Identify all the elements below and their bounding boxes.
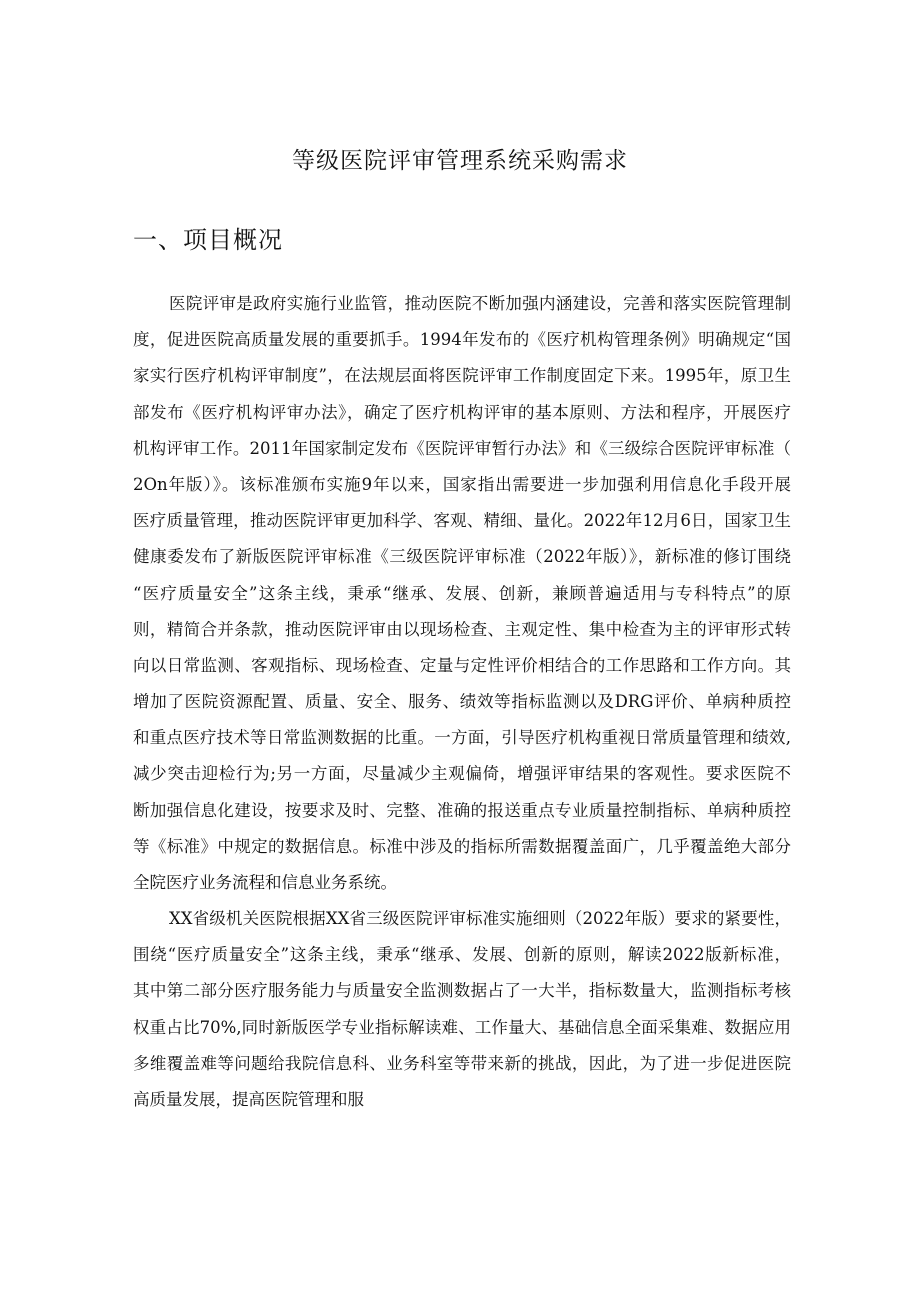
paragraph-line: 等《标准》中规定的数据信息。标准中涉及的指标所需数据覆盖面广，几乎覆盖绝大部分 [133, 836, 791, 856]
section-heading: 一、项目概况 [133, 226, 283, 254]
paragraph-line: 其中第二部分医疗服务能力与质量安全监测数据占了一大半，指标数量大，监测指标考核 [133, 981, 791, 1001]
paragraph-line: 高质量发展，提高医院管理和服 [133, 1089, 364, 1109]
paragraph-line: 增加了医院资源配置、质量、安全、服务、绩效等指标监测以及DRG评价、单病种质控 [133, 692, 791, 712]
paragraph-line: 度，促进医院高质量发展的重要抓手。1994年发布的《医疗机构管理条例》明确规定“国 [133, 330, 791, 350]
paragraph-line: 断加强信息化建设，按要求及时、完整、准确的报送重点专业质量控制指标、单病种质控 [133, 800, 791, 820]
paragraph-line: 则，精简合并条款，推动医院评审由以现场检查、主观定性、集中检查为主的评审形式转 [133, 619, 791, 639]
paragraph-line: 机构评审工作。2011年国家制定发布《医院评审暂行办法》和《三级综合医院评审标准（ [133, 438, 791, 458]
paragraph-line: 向以日常监测、客观指标、现场检查、定量与定性评价相结合的工作思路和工作方向。其 [133, 655, 791, 675]
paragraph-line: 2On年版）》。该标准颁布实施9年以来，国家指出需要进一步加强利用信息化手段开展 [133, 474, 791, 494]
paragraph-1 [133, 286, 791, 901]
paragraph-line: 全院医疗业务流程和信息业务系统。 [133, 873, 397, 892]
paragraph-line: 家实行医疗机构评审制度”，在法规层面将医院评审工作制度固定下来。1995年，原卫生 [133, 366, 791, 386]
paragraph-2 [133, 901, 791, 1118]
paragraph-line: 部发布《医疗机构评审办法》，确定了医疗机构评审的基本原则、方法和程序，开展医疗 [133, 402, 791, 422]
document-title: 等级医院评审管理系统采购需求 [292, 148, 628, 174]
paragraph-line: “医疗质量安全”这条主线，秉承“继承、发展、创新，兼顾普遍适用与专科特点”的原 [133, 583, 791, 603]
paragraph-line: 健康委发布了新版医院评审标准《三级医院评审标准（2022年版）》，新标准的修订围绕 [133, 547, 791, 567]
paragraph-line: 和重点医疗技术等日常监测数据的比重。一方面，引导医疗机构重视日常质量管理和绩效, [133, 728, 791, 748]
paragraph-line: 医院评审是政府实施行业监管，推动医院不断加强内涵建设，完善和落实医院管理制 [169, 294, 791, 313]
paragraph-line: 减少突击迎检行为;另一方面，尽量减少主观偏倚，增强评审结果的客观性。要求医院不 [133, 764, 791, 784]
paragraph-line: 医疗质量管理，推动医院评审更加科学、客观、精细、量化。2022年12月6日，国家卫生 [133, 511, 791, 531]
paragraph-line: XX省级机关医院根据XX省三级医院评审标准实施细则（2022年版）要求的紧要性， [169, 909, 791, 928]
paragraph-line: 权重占比70%,同时新版医学专业指标解读难、工作量大、基础信息全面采集难、数据应用 [133, 1017, 791, 1037]
paragraph-line: 围绕“医疗质量安全”这条主线，秉承“继承、发展、创新的原则，解读2022版新标准， [133, 945, 791, 965]
paragraph-line: 多维覆盖难等问题给我院信息科、业务科室等带来新的挑战，因此，为了进一步促进医院 [133, 1053, 791, 1073]
